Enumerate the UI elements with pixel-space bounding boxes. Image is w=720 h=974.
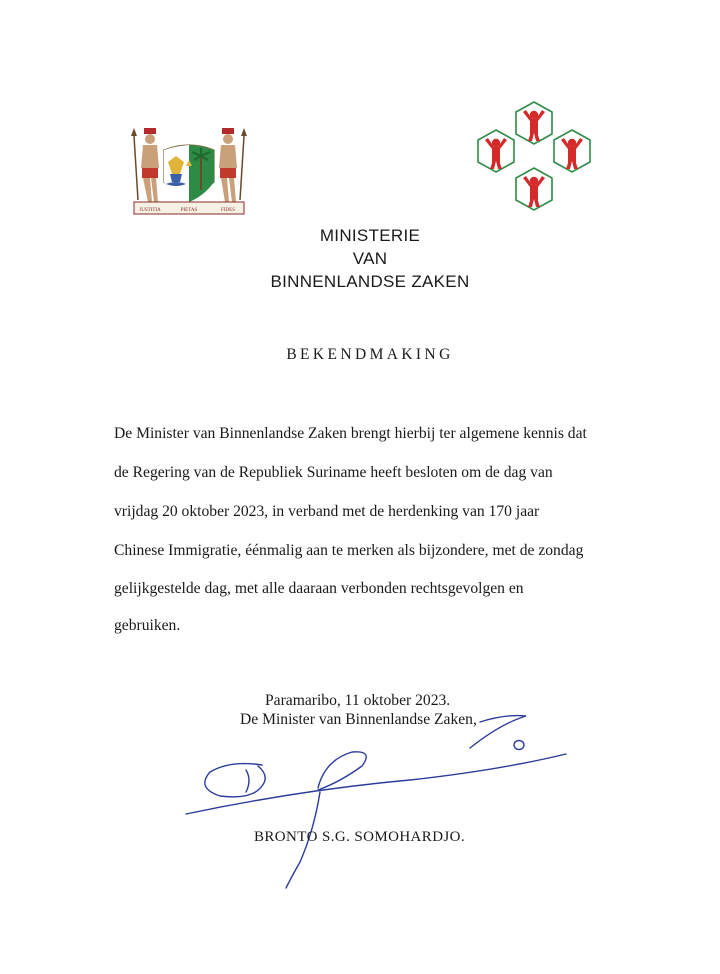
right-supporter-figure xyxy=(219,128,247,202)
notice-heading: BEKENDMAKING xyxy=(286,346,454,363)
ministry-title-line: VAN xyxy=(352,249,388,268)
signer-name: BRONTO S.G. SOMOHARDJO. xyxy=(254,829,466,845)
shield xyxy=(164,145,214,202)
ministry-title-line: BINNENLANDSE ZAKEN xyxy=(270,272,470,291)
hexagon-bottom xyxy=(516,168,552,210)
ministry-title-line: MINISTERIE xyxy=(319,226,421,245)
ministry-emblem-logo xyxy=(472,100,596,222)
signer-title: De Minister van Binnenlandse Zaken, xyxy=(240,711,477,728)
notice-body-line: gelijkgestelde dag, met alle daaraan verbonden rechtsgevolgen en xyxy=(114,580,524,597)
coat-of-arms-logo xyxy=(126,122,252,216)
hexagon-left xyxy=(478,130,514,172)
notice-body-line: De Minister van Binnenlandse Zaken brengt hierbij ter algemene kennis dat xyxy=(114,425,587,442)
notice-body-line: vrijdag 20 oktober 2023, in verband met de herdenking van 170 jaar xyxy=(114,503,540,520)
place-and-date: Paramaribo, 11 oktober 2023. xyxy=(265,692,451,709)
motto-word: JUSTITIA xyxy=(139,208,161,213)
motto-word: FIDES xyxy=(221,208,235,213)
left-supporter-figure xyxy=(131,128,159,202)
notice-body-line: Chinese Immigratie, éénmalig aan te merken als bijzondere, met de zondag xyxy=(114,542,584,559)
notice-body-line: gebruiken. xyxy=(114,617,181,634)
hexagon-top xyxy=(516,102,552,144)
notice-body-line: de Regering van de Republiek Suriname heeft besloten om de dag van xyxy=(114,464,553,481)
hexagon-right xyxy=(554,130,590,172)
motto-word: PIETAS xyxy=(180,208,198,213)
